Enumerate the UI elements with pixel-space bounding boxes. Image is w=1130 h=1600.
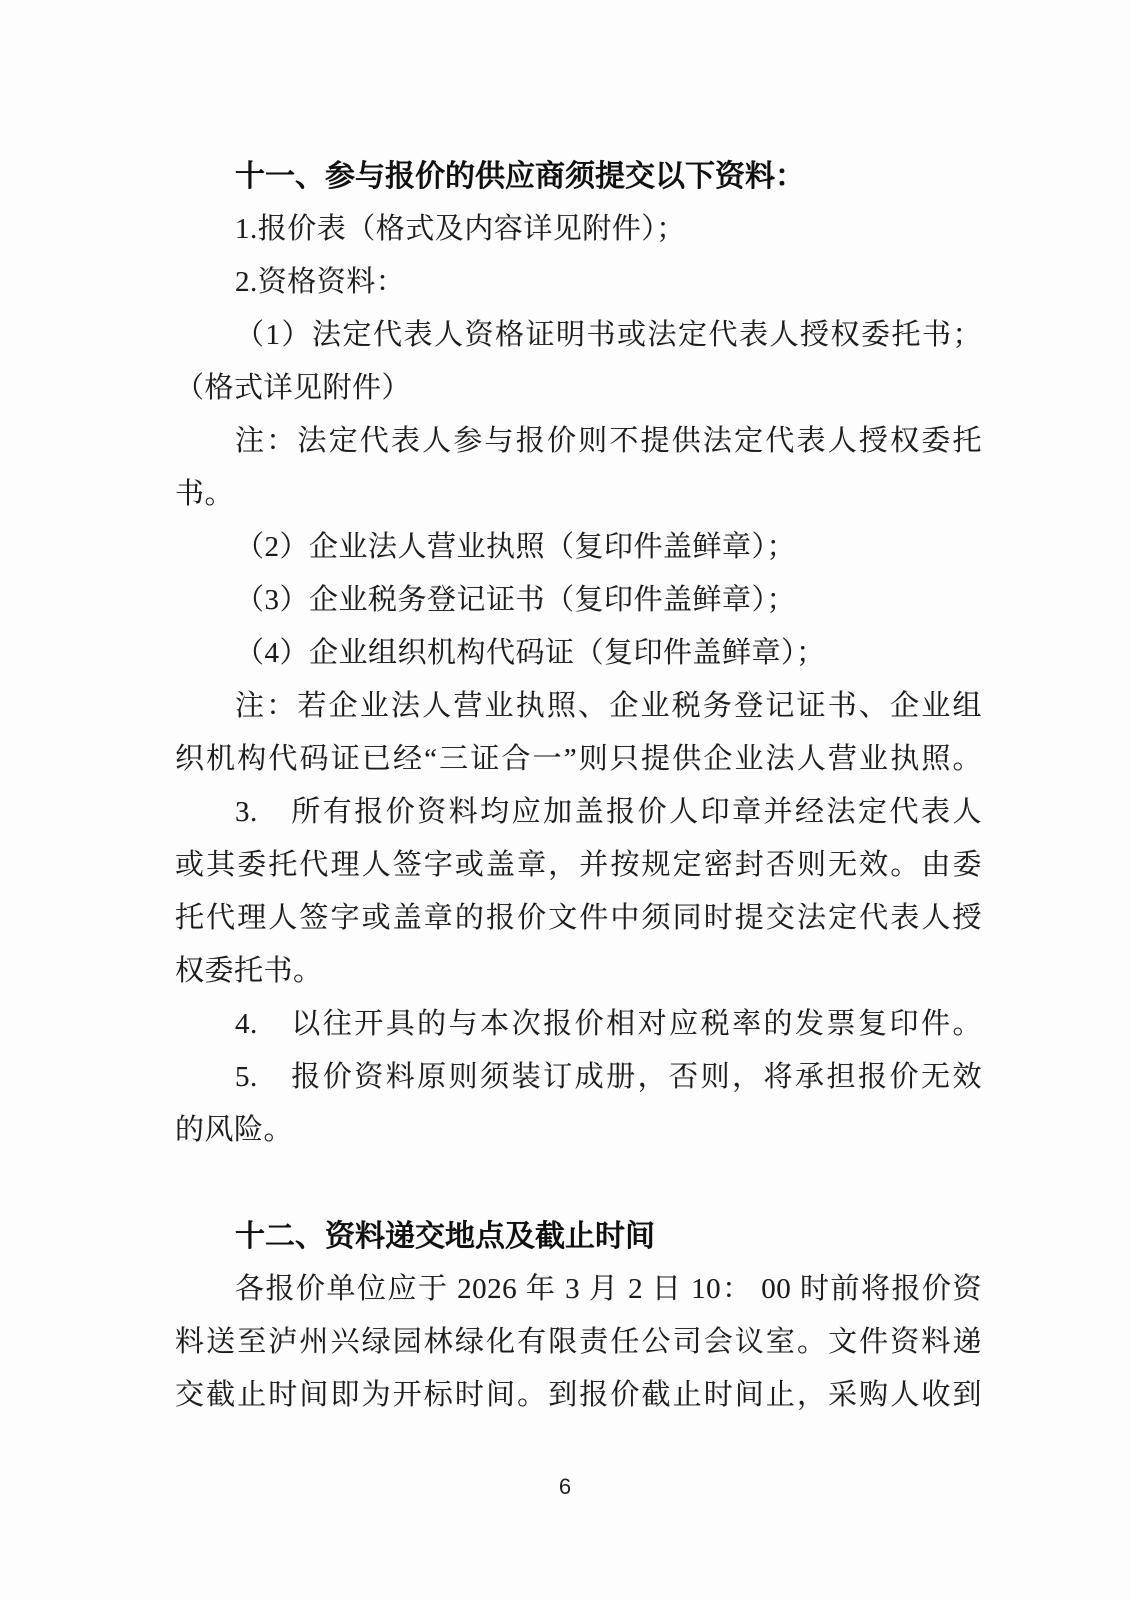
document-body — [175, 150, 982, 1422]
item-3-line-4: 权委托书。 — [175, 955, 323, 987]
item-1-line: 1.报价表（格式及内容详见附件）； — [235, 213, 686, 245]
note-2-line-1: 注：若企业法人营业执照、企业税务登记证书、企业组 — [235, 690, 982, 722]
item-2-sub-2-line: （2）企业法人营业执照（复印件盖鲜章）； — [235, 531, 797, 563]
item-2-line: 2.资格资料： — [235, 266, 406, 298]
note-2-line-2: 织机构代码证已经“三证合一”则只提供企业法人营业执照。 — [175, 743, 982, 775]
item-3-line-2: 或其委托代理人签字或盖章，并按规定密封否则无效。由委 — [175, 849, 982, 881]
section-heading-12: 十二、资料递交地点及截止时间 — [235, 1220, 655, 1253]
section-heading-11: 十一、参与报价的供应商须提交以下资料： — [235, 160, 805, 193]
item-4-line: 4. 以往开具的与本次报价相对应税率的发票复印件。 — [235, 1008, 982, 1040]
item-5-line-2: 的风险。 — [175, 1114, 294, 1146]
format-note-line: （格式详见附件） — [175, 372, 412, 404]
item-2-sub-4-line: （4）企业组织机构代码证（复印件盖鲜章）； — [235, 637, 826, 669]
note-1-line-2: 书。 — [175, 478, 235, 510]
note-1-line-1: 注：法定代表人参与报价则不提供法定代表人授权委托 — [235, 425, 982, 457]
para-12-line-1: 各报价单位应于 2026 年 3 月 2 日 10： 00 时前将报价资 — [235, 1273, 982, 1305]
item-2-sub-3-line: （3）企业税务登记证书（复印件盖鲜章）； — [235, 584, 797, 616]
item-3-line-3: 托代理人签字或盖章的报价文件中须同时提交法定代表人授 — [175, 902, 982, 934]
para-12-line-2: 料送至泸州兴绿园林绿化有限责任公司会议室。文件资料递 — [175, 1326, 982, 1358]
para-12-line-3: 交截止时间即为开标时间。到报价截止时间止，采购人收到 — [175, 1379, 982, 1411]
item-3-line-1: 3. 所有报价资料均应加盖报价人印章并经法定代表人 — [235, 796, 982, 828]
item-2-sub-1-line: （1）法定代表人资格证明书或法定代表人授权委托书； — [235, 319, 982, 351]
page-number: 6 — [558, 1474, 572, 1499]
blank-line — [175, 1157, 982, 1210]
item-5-line-1: 5. 报价资料原则须装订成册，否则，将承担报价无效 — [235, 1061, 982, 1093]
